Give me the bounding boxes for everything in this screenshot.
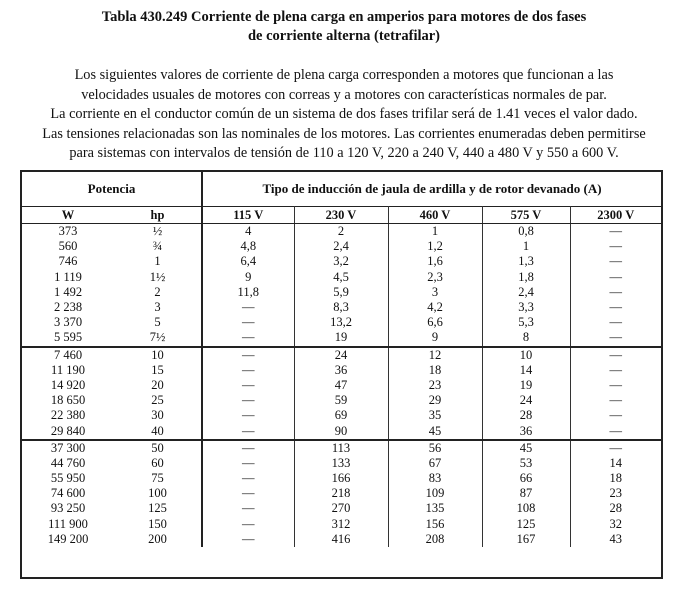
cell-hp: 150 — [114, 517, 202, 532]
cell-current: 56 — [388, 440, 482, 456]
cell-watts: 5 595 — [53, 330, 83, 345]
cell-current: 416 — [294, 532, 388, 547]
cell-watts: 37 300 — [22, 440, 114, 456]
cell-current: — — [202, 300, 294, 315]
cell-watts: 1 119 — [54, 269, 82, 284]
cell-watts: 18 650 — [50, 393, 86, 408]
table-row — [22, 408, 661, 423]
cell-current: 135 — [388, 501, 482, 516]
cell-current: 11,8 — [202, 285, 294, 300]
cell-current: 13,2 — [294, 315, 388, 330]
cell-current: 87 — [482, 486, 570, 501]
cell-current: 6,4 — [202, 254, 294, 269]
table-row — [22, 423, 661, 439]
cell-current: 10 — [482, 347, 570, 363]
cell-hp: 1½ — [114, 270, 202, 285]
cell-hp: 200 — [114, 532, 202, 547]
cell-current: 113 — [294, 440, 388, 456]
cell-watts: 149 200 — [47, 531, 89, 546]
cell-current: 53 — [482, 456, 570, 471]
cell-current: 8,3 — [294, 300, 388, 315]
table-row — [22, 532, 661, 547]
cell-current: 18 — [388, 363, 482, 378]
cell-current: 66 — [482, 471, 570, 486]
table-row — [22, 501, 661, 516]
cell-current: — — [609, 377, 623, 392]
cell-current: 45 — [388, 423, 482, 439]
cell-current: 9 — [202, 270, 294, 285]
cell-current: 125 — [482, 517, 570, 532]
cell-current: 47 — [294, 378, 388, 393]
cell-hp: 3 — [114, 300, 202, 315]
cell-hp: 5 — [114, 315, 202, 330]
cell-current: 270 — [294, 501, 388, 516]
cell-current: — — [202, 456, 294, 471]
header-potencia: Potencia — [22, 172, 202, 207]
cell-current: 4,8 — [202, 239, 294, 254]
header-tipo: Tipo de inducción de jaula de ardilla y de rotor devanado (A) — [262, 181, 602, 196]
cell-current: 312 — [294, 517, 388, 532]
cell-current: 90 — [294, 423, 388, 439]
cell-current: 24 — [294, 347, 388, 363]
table-row — [22, 347, 661, 363]
cell-current: — — [202, 440, 294, 456]
cell-current: 19 — [482, 378, 570, 393]
cell-hp: 50 — [114, 440, 202, 456]
cell-hp: ½ — [114, 224, 202, 240]
table-row — [22, 456, 661, 471]
cell-watts: 2 238 — [53, 300, 83, 315]
cell-current: 18 — [609, 471, 623, 486]
cell-current: — — [202, 517, 294, 532]
cell-hp: 40 — [114, 423, 202, 439]
cell-hp: 25 — [114, 393, 202, 408]
cell-current: 1,3 — [482, 254, 570, 269]
cell-hp: 20 — [114, 378, 202, 393]
table-title — [0, 8, 688, 46]
cell-watts: 14 920 — [50, 377, 86, 392]
cell-current: 2,4 — [482, 285, 570, 300]
cell-current: 2 — [294, 224, 388, 240]
cell-current: 3 — [388, 285, 482, 300]
cell-hp: 15 — [114, 363, 202, 378]
title-line-2: de corriente alterna (tetrafilar) — [247, 28, 441, 44]
col-header-2300v: 2300 V — [570, 207, 661, 224]
table-row — [22, 270, 661, 285]
cell-current: 43 — [609, 531, 623, 546]
cell-current: 29 — [388, 393, 482, 408]
table-row — [22, 254, 661, 269]
cell-current: 2,4 — [294, 239, 388, 254]
cell-current: 23 — [388, 378, 482, 393]
col-header-hp: hp — [114, 207, 202, 224]
cell-hp: 1 — [114, 254, 202, 269]
cell-watts: 746 — [58, 254, 78, 269]
table-row — [22, 471, 661, 486]
cell-current: 24 — [482, 393, 570, 408]
title-line-1: Tabla 430.249 Corriente de plena carga en amperios para motores de dos fases — [101, 9, 587, 25]
cell-watts: 373 — [58, 224, 78, 239]
intro-paragraph — [14, 66, 674, 164]
cell-watts: 93 250 — [50, 501, 86, 516]
cell-current: 109 — [388, 486, 482, 501]
cell-current: 3,2 — [294, 254, 388, 269]
cell-current: — — [609, 239, 623, 254]
cell-current: 1,8 — [482, 270, 570, 285]
cell-hp: 60 — [114, 456, 202, 471]
cell-current: — — [202, 423, 294, 439]
col-header-115v: 115 V — [202, 207, 294, 224]
current-table — [22, 172, 661, 547]
cell-hp: 7½ — [114, 330, 202, 346]
cell-current: 1,6 — [388, 254, 482, 269]
cell-current: 36 — [294, 363, 388, 378]
cell-current: — — [609, 362, 623, 377]
cell-current: — — [202, 363, 294, 378]
cell-watts: 29 840 — [50, 423, 86, 438]
cell-current: 36 — [482, 423, 570, 439]
table-row — [22, 393, 661, 408]
cell-current: — — [609, 300, 623, 315]
cell-current: 59 — [294, 393, 388, 408]
cell-current: — — [202, 393, 294, 408]
cell-current: 156 — [388, 517, 482, 532]
table-row — [22, 330, 661, 346]
cell-current: 12 — [388, 347, 482, 363]
cell-current: 133 — [294, 456, 388, 471]
cell-watts: 3 370 — [53, 315, 83, 330]
cell-watts: 1 492 — [53, 284, 83, 299]
cell-watts: 560 — [58, 239, 78, 254]
cell-current: 2,3 — [388, 270, 482, 285]
cell-hp: 30 — [114, 408, 202, 423]
cell-current: 45 — [482, 440, 570, 456]
cell-current: 5,9 — [294, 285, 388, 300]
cell-current: 1 — [482, 239, 570, 254]
cell-current: 108 — [482, 501, 570, 516]
cell-current: 208 — [388, 532, 482, 547]
cell-watts: 111 900 — [48, 516, 88, 531]
table-row — [22, 239, 661, 254]
col-header-575v: 575 V — [482, 207, 570, 224]
cell-current: 23 — [609, 486, 623, 501]
cell-current: 5,3 — [482, 315, 570, 330]
cell-watts: 74 600 — [50, 486, 86, 501]
cell-current: — — [609, 423, 623, 438]
cell-current: — — [570, 347, 661, 363]
intro-line-1: Los siguientes valores de corriente de plena carga corresponden a motores que funcionan a las — [74, 67, 614, 83]
intro-line-4: Las tensiones relacionadas son las nominales de los motores. Las corrientes enumeradas deben permitirse — [42, 125, 646, 142]
cell-current: 167 — [482, 532, 570, 547]
intro-line-5: para sistemas con intervalos de tensión de 110 a 120 V, 220 a 240 V, 440 a 480 V y 550 a 600 V. — [69, 145, 619, 161]
cell-current: 14 — [609, 455, 623, 470]
cell-watts: 55 950 — [50, 471, 86, 486]
cell-current: — — [202, 378, 294, 393]
table-row — [22, 300, 661, 315]
cell-hp: 125 — [114, 501, 202, 516]
table-row — [22, 440, 661, 456]
cell-current: — — [609, 224, 623, 239]
table-row — [22, 315, 661, 330]
cell-watts: 7 460 — [22, 347, 114, 363]
cell-current: 218 — [294, 486, 388, 501]
cell-current: — — [609, 330, 623, 345]
cell-current: — — [609, 408, 623, 423]
cell-current: 4,2 — [388, 300, 482, 315]
table-row — [22, 517, 661, 532]
cell-hp: 2 — [114, 285, 202, 300]
cell-watts: 11 190 — [51, 362, 85, 377]
cell-current: 28 — [609, 501, 623, 516]
cell-current: — — [202, 486, 294, 501]
cell-current: 1 — [388, 224, 482, 240]
cell-current: — — [202, 501, 294, 516]
cell-watts: 22 380 — [50, 408, 86, 423]
cell-current: 14 — [482, 363, 570, 378]
cell-current: — — [570, 440, 661, 456]
col-header-230v: 230 V — [294, 207, 388, 224]
table-row — [22, 378, 661, 393]
cell-current: — — [609, 315, 623, 330]
cell-hp: 75 — [114, 471, 202, 486]
cell-current: 67 — [388, 456, 482, 471]
cell-watts: 44 760 — [50, 455, 86, 470]
cell-current: — — [202, 408, 294, 423]
cell-current: — — [202, 532, 294, 547]
cell-current: — — [202, 347, 294, 363]
table-row — [22, 486, 661, 501]
cell-current: 166 — [294, 471, 388, 486]
col-header-460v: 460 V — [388, 207, 482, 224]
cell-current: 35 — [388, 408, 482, 423]
cell-current: 6,6 — [388, 315, 482, 330]
cell-hp: 10 — [114, 347, 202, 363]
cell-current: — — [202, 471, 294, 486]
cell-current: 3,3 — [482, 300, 570, 315]
cell-current: — — [609, 284, 623, 299]
intro-line-2: velocidades usuales de motores con correas y a motores con características normales de par. — [81, 86, 607, 103]
cell-current: 9 — [388, 330, 482, 346]
table-row — [22, 363, 661, 378]
cell-current: — — [609, 269, 623, 284]
cell-current: 1,2 — [388, 239, 482, 254]
table-row — [22, 285, 661, 300]
cell-current: — — [202, 315, 294, 330]
cell-current: — — [609, 254, 623, 269]
cell-current: 4 — [202, 224, 294, 240]
cell-current: 4,5 — [294, 270, 388, 285]
intro-line-3: La corriente en el conductor común de un sistema de dos fases trifilar será de 1.41 veces el valor dado. — [50, 106, 638, 122]
cell-current: — — [609, 393, 623, 408]
col-header-w: W — [22, 207, 114, 224]
cell-current: 0,8 — [482, 224, 570, 240]
cell-current: 19 — [294, 330, 388, 346]
cell-hp: 100 — [114, 486, 202, 501]
cell-current: 69 — [294, 408, 388, 423]
cell-current: 28 — [482, 408, 570, 423]
cell-current: 8 — [482, 330, 570, 346]
cell-hp: ¾ — [114, 239, 202, 254]
table-body — [22, 224, 661, 547]
table-row — [22, 224, 661, 240]
cell-current: 32 — [609, 516, 623, 531]
cell-current: — — [202, 330, 294, 346]
current-table-frame — [20, 170, 663, 579]
cell-current: 83 — [388, 471, 482, 486]
